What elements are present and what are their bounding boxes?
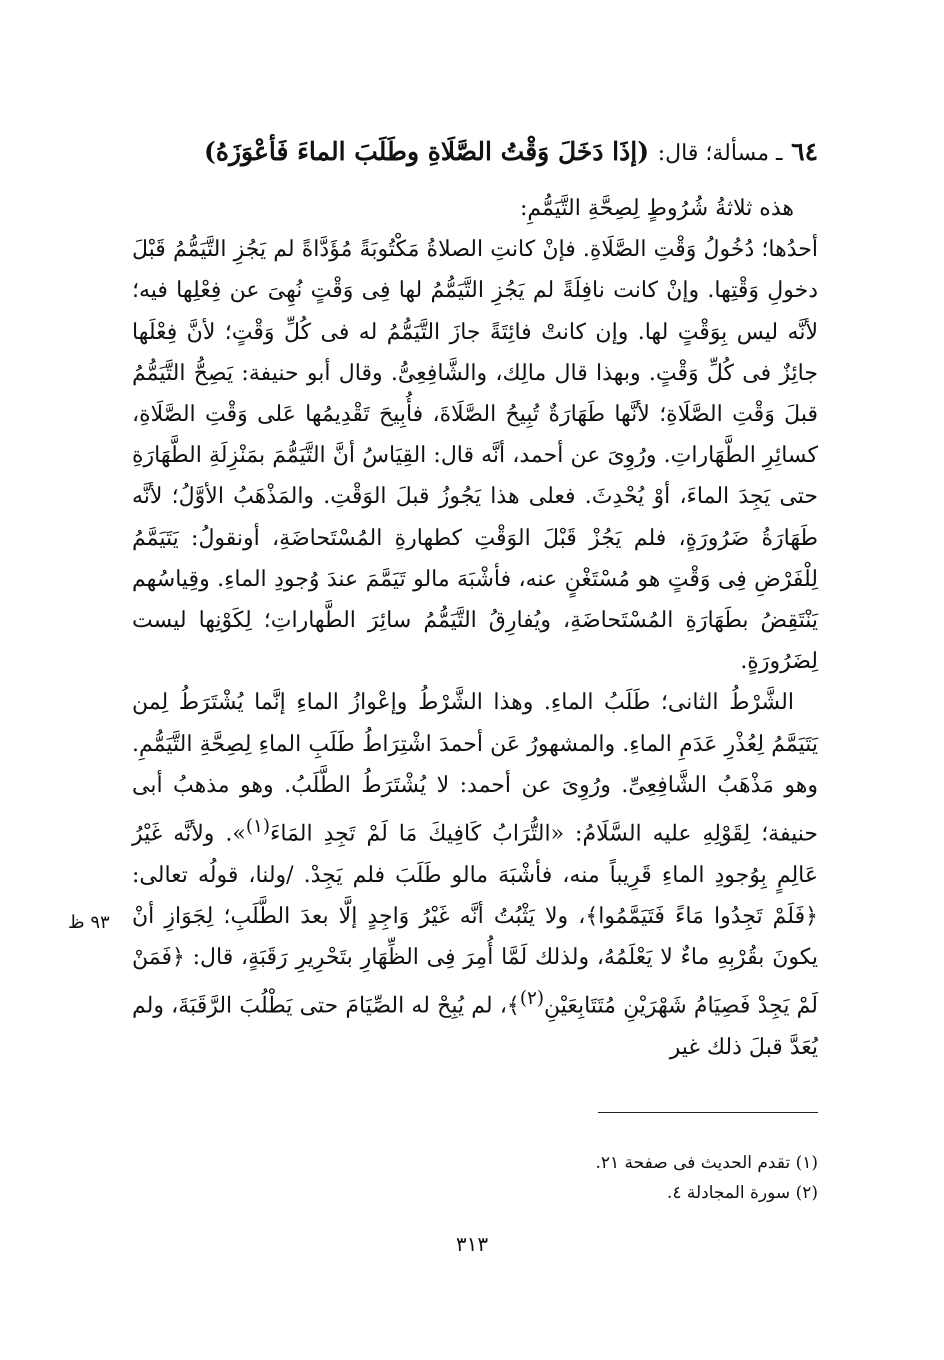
issue-number: ٦٤: [791, 137, 818, 166]
footnote-2: (٢) سورة المجادلة ٤.: [666, 1183, 818, 1203]
paragraph-first-condition: أحدُها؛ دُخُولُ وَقْتِ الصَّلَاةِ. فإنْ كانتِ الصلاةُ مَكْتُوبَةً مُؤَدَّاةً لم يَجُزِ التَّيَمُّمُ قَبْلَ دخولِ وَقْتِها. وإنْ كانت نافِلَةً لم يَجُزِ التَّيَمُّمُ لها فِى وَقْتٍ نُهِىَ عن فِعْلِها فيه؛ لأنَّه ليس بِوَقْتٍ لها. وإن كانتْ فائِتَةً جازَ التَّيَمُّمُ له فى كُلِّ وَقْتٍ؛ لأنَّ فِعْلَها جائِزٌ فى كُلِّ وَقْتٍ. وبهذا قال مالِك، والشَّافِعِىُّ. وقال أبو حنيفة: يَصِحُّ التَّيَمُّمُ قبلَ وَقْتِ الصَّلَاةِ؛ لأنَّها طَهَارَةٌ تُبِيحُ الصَّلَاةَ، فأُبِيحَ تَقْدِيمُها عَلى وَقْتِ الصَّلَاةِ، كسائِرِ الطَّهَاراتِ. ورُوِىَ عن أحمد، أنَّه قال: القِيَاسُ أنَّ التَّيَمُّمَ بمَنْزِلَةِ الطَّهَارَةِ حتى يَجِدَ الماءَ، أوْ يُحْدِثَ. فعلى هذا يَجُوزُ قبلَ الوَقْتِ. والمَذْهَبُ الأوَّلُ؛ لأنَّه طَهَارَةُ ضَرُورَةٍ، فلم يَجُزْ قَبْلَ الوَقْتِ كطهارةِ المُسْتَحاضَةِ، أونقولُ: يَتَيَمَّمُ لِلْفَرْضِ فِى وَقْتٍ هو مُسْتَغْنٍ عنه، فأشْبَهَ مالو تَيَمَّمَ عندَ وُجودِ الماءِ. وقِياسُهم يَنْتَقِضُ بطَهَارَةِ المُسْتَحاضَةِ، ويُفارِقُ التَّيَمُّمُ سائِرَ الطَّهاراتِ؛ لِكَوْنِها ليست لِضَرُورَةٍ.: [132, 237, 818, 675]
paragraph-second-part-a: الشَّرْطُ الثانى؛ طَلَبُ الماءِ. وهذا الشَّرْطُ وإعْوازُ الماءِ إنَّما يُشْتَرَطُ لِمن يَتَيَمَّمُ لِعُذْرِ عَدَمِ الماءِ. والمشهورُ عَن أحمدَ اشْتِرَاطُ طَلَبِ الماءِ لِصِحَّةِ التَّيَمُّمِ. وهو مَذْهَبُ الشَّافِعِىِّ. ورُوِىَ عن أحمد: لا يُشْتَرَطُ الطَّلَبُ. وهو مذهبُ أبى حنيفة؛ لِقَوْلِهِ عليه السَّلَامُ: «التُّرَابُ كَافِيكَ مَا لَمْ تَجِدِ المَاءَ: [132, 690, 818, 847]
issue-heading: [132, 132, 818, 174]
paragraph-second-condition: [132, 682, 818, 1067]
paragraph-second-part-b: ». ولأنَّه غَيْرُ عَالِمٍ بِوُجودِ الماءِ قَرِيباً منه، فأشْبَهَ مالو طَلَبَ فلم يَجِدْ. /ولنا، قولُه تعالى: ﴿فَلَمْ تَجِدُوا مَاءً فَتَيَمَّمُوا﴾، ولا يَثْبُتُ أنَّه غَيْرُ وَاجِدٍ إلَّا بعدَ الطَّلَبِ؛ لِجَوَازِ أنْ يكونَ بقُرْبِهِ ماءٌ لا يَعْلَمُهُ، ولذلك لَمَّا أُمِرَ فِى الظِّهَارِ بتَحْرِيرِ رَقَبَةٍ، قال: ﴿فَمَنْ لَمْ يَجِدْ فَصِيَامُ شَهْرَيْنِ مُتَتَابِعَيْنِ: [132, 821, 819, 1019]
footnotes: [400, 1148, 818, 1208]
footnote-divider: [598, 1112, 818, 1113]
page-number: ٣١٣: [455, 1232, 489, 1256]
intro-line: هذه ثلاثةُ شُرُوطٍ لِصِحَّةِ التَّيَمُّمِ:: [519, 196, 794, 221]
footnote-ref-2[interactable]: (٢): [519, 988, 544, 1010]
issue-quote: (إذَا دَخَلَ وَقْتُ الصَّلَاةِ وطَلَبَ الماءَ فَأعْوَزَهُ): [204, 137, 650, 166]
body-text: [132, 188, 818, 1068]
manuscript-folio-note: ٩٣ ظ: [68, 912, 110, 933]
issue-lead: ـ مسألة؛ قال:: [657, 141, 783, 166]
footnote-1: (١) تقدم الحديث فى صفحة ٢١.: [595, 1153, 818, 1173]
footnote-ref-1[interactable]: (١): [245, 816, 270, 838]
paragraph-second-part-c: ﴾، لم يُبِحْ له الصِّيَامَ حتى يَطْلُبَ الرَّقَبَةَ، ولم يُعَدَّ قبلَ ذلك غير: [132, 993, 818, 1060]
